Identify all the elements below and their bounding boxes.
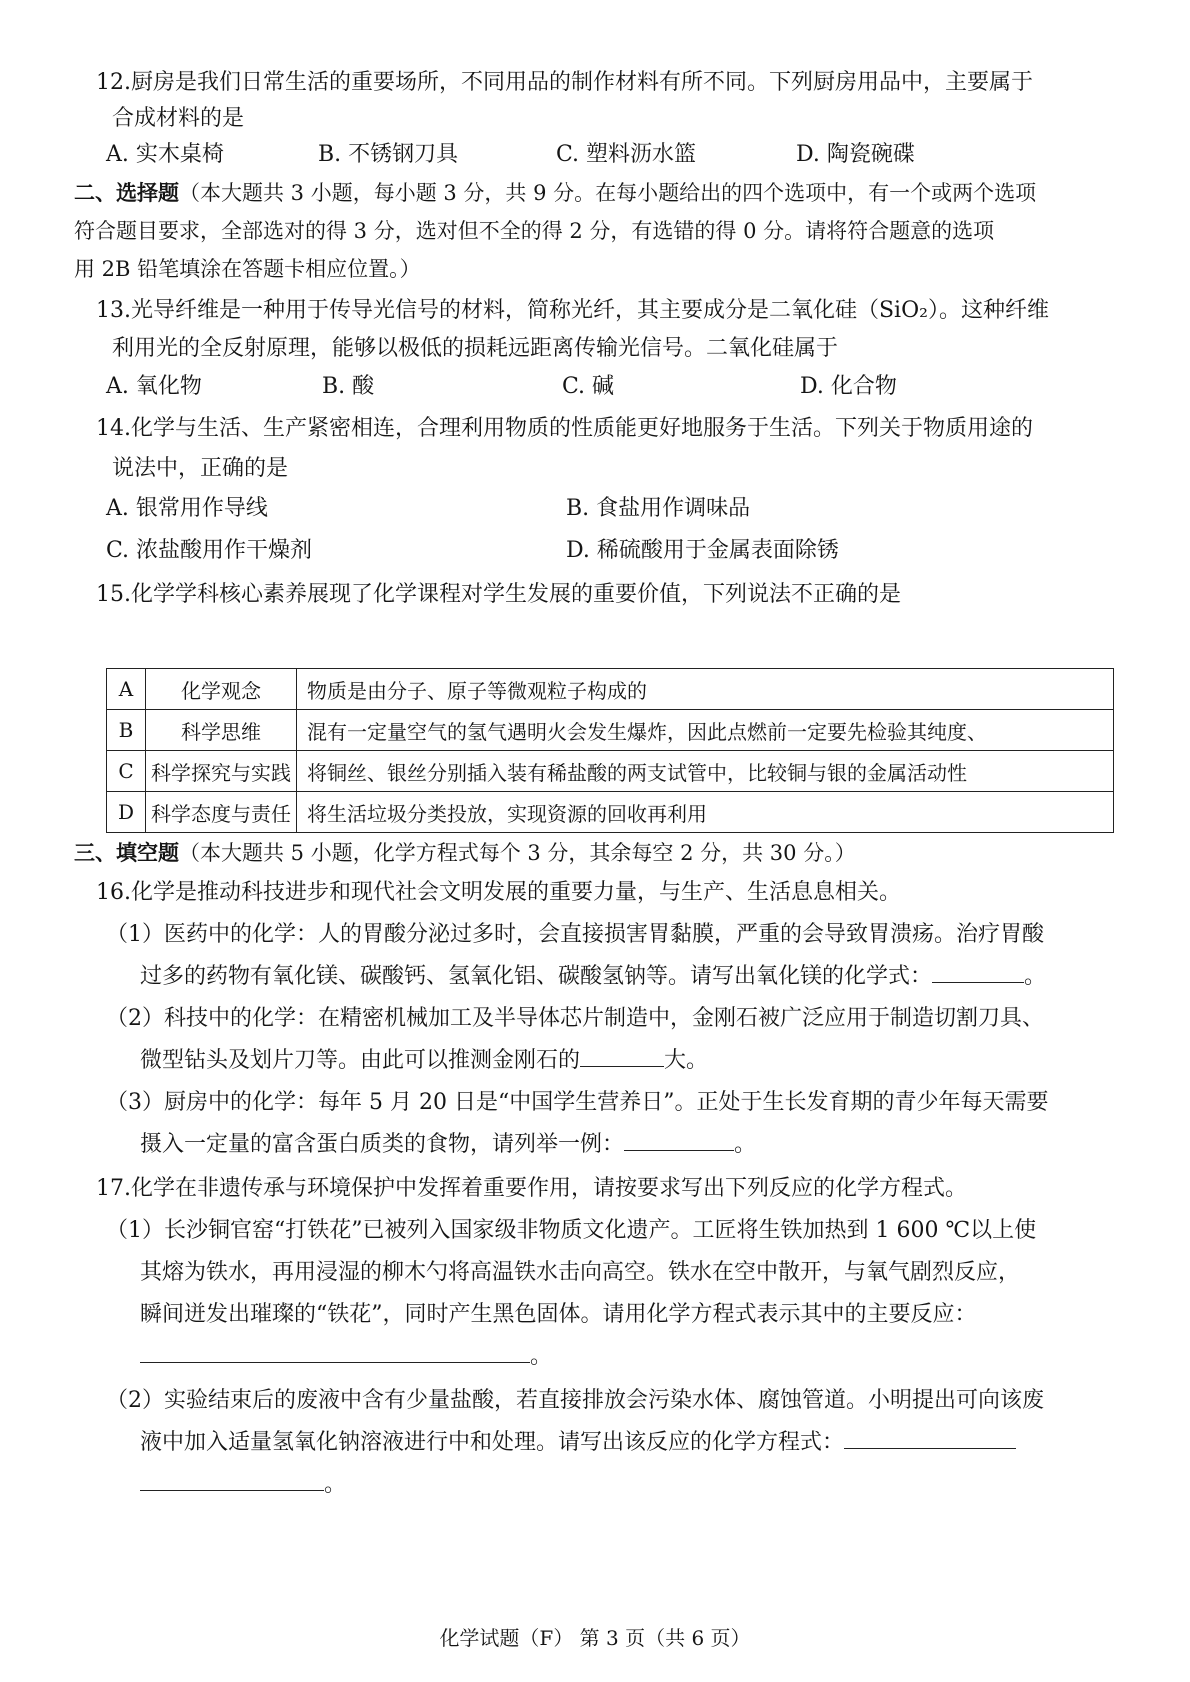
q16-part2-answer-blank[interactable]	[580, 1046, 664, 1067]
q15-stem: 15.化学学科核心素养展现了化学课程对学生发展的重要价值，下列说法不正确的是	[96, 582, 901, 607]
q17-part1-answer-line	[140, 1342, 552, 1372]
table-row	[107, 710, 1114, 751]
q16-part3-line2	[140, 1130, 756, 1160]
q16-part3-prompt: 摄入一定量的富含蛋白质类的食物，请列举一例：	[140, 1132, 625, 1157]
q15-row-b-text: 混有一定量空气的氢气遇明火会发生爆炸，因此点燃前一定要先检验其纯度、	[297, 710, 1114, 751]
q16-part1-line2	[140, 962, 1046, 992]
q17-part2-line2	[140, 1428, 1016, 1458]
q17-part2-answer-blank-1[interactable]	[844, 1428, 1016, 1449]
q17-part1-end: 。	[530, 1344, 553, 1369]
q15-row-a-topic: 化学观念	[146, 669, 297, 710]
table-row	[107, 669, 1114, 710]
q15-row-c-key: C	[107, 751, 146, 792]
q16-part2-line1: （2）科技中的化学：在精密机械加工及半导体芯片制造中，金刚石被广泛应用于制造切割刀具、	[106, 1006, 1045, 1031]
q16-part3-answer-blank[interactable]	[624, 1130, 734, 1151]
section2-instructions-3: 用 2B 铅笔填涂在答题卡相应位置。）	[74, 257, 421, 281]
q15-table	[106, 668, 1114, 833]
page-footer: 化学试题（F） 第 3 页（共 6 页）	[439, 1626, 751, 1650]
q16-part1-end: 。	[1024, 964, 1047, 989]
q12-stem-line2: 合成材料的是	[112, 106, 245, 131]
q15-row-d-key: D	[107, 792, 146, 833]
q16-part1-answer-blank[interactable]	[932, 962, 1024, 983]
q16-part3-line1: （3）厨房中的化学：每年 5 月 20 日是“中国学生营养日”。正处于生长发育期的青少年每天需要	[106, 1090, 1049, 1115]
q12-stem-line1: 12.厨房是我们日常生活的重要场所，不同用品的制作材料有所不同。下列厨房用品中，主要属于	[96, 70, 1033, 95]
q15-row-d-text: 将生活垃圾分类投放，实现资源的回收再利用	[297, 792, 1114, 833]
q17-part1-line1: （1）长沙铜官窑“打铁花”已被列入国家级非物质文化遗产。工匠将生铁加热到 1 600 ℃以上使	[106, 1218, 1037, 1243]
q17-part1-answer-blank[interactable]	[140, 1342, 530, 1363]
q12-option-b: B. 不锈钢刀具	[318, 142, 459, 167]
q16-part1-line1: （1）医药中的化学：人的胃酸分泌过多时，会直接损害胃黏膜，严重的会导致胃溃疡。治疗胃酸	[106, 922, 1045, 947]
q15-row-c-topic: 科学探究与实践	[146, 751, 297, 792]
q17-stem: 17.化学在非遗传承与环境保护中发挥着重要作用，请按要求写出下列反应的化学方程式。	[96, 1176, 967, 1201]
q16-part2-prompt: 微型钻头及划片刀等。由此可以推测金刚石的	[140, 1048, 581, 1073]
q15-row-a-key: A	[107, 669, 146, 710]
q15-row-b-key: B	[107, 710, 146, 751]
q16-part1-prompt: 过多的药物有氧化镁、碳酸钙、氢氧化铝、碳酸氢钠等。请写出氧化镁的化学式：	[140, 964, 933, 989]
q17-part2-prompt: 液中加入适量氢氧化钠溶液进行中和处理。请写出该反应的化学方程式：	[140, 1430, 845, 1455]
q13-option-d: D. 化合物	[800, 374, 897, 399]
section2-instructions-1: （本大题共 3 小题，每小题 3 分，共 9 分。在每小题给出的四个选项中，有一个或两个选项	[179, 181, 1037, 205]
q12-option-a: A. 实木桌椅	[106, 142, 224, 167]
q15-row-b-topic: 科学思维	[146, 710, 297, 751]
q15-row-a-text: 物质是由分子、原子等微观粒子构成的	[297, 669, 1114, 710]
q16-part3-end: 。	[734, 1132, 757, 1157]
q14-option-b: B. 食盐用作调味品	[566, 496, 751, 521]
table-row	[107, 792, 1114, 833]
section3-instructions: （本大题共 5 小题，化学方程式每个 3 分，其余每空 2 分，共 30 分。）	[179, 841, 856, 865]
q17-part1-line2: 其熔为铁水，再用浸湿的柳木勺将高温铁水击向高空。铁水在空中散开，与氧气剧烈反应，	[140, 1260, 1021, 1285]
q16-part2-line2	[140, 1046, 708, 1076]
q17-part2-end: 。	[324, 1472, 347, 1497]
section3-heading: 三、填空题	[74, 840, 179, 865]
q16-part2-end: 大。	[664, 1048, 709, 1073]
q13-stem-line2: 利用光的全反射原理，能够以极低的损耗远距离传输光信号。二氧化硅属于	[112, 336, 839, 361]
q14-option-d: D. 稀硫酸用于金属表面除锈	[566, 538, 839, 563]
q17-part2-line1: （2）实验结束后的废液中含有少量盐酸，若直接排放会污染水体、腐蚀管道。小明提出可向该废	[106, 1388, 1045, 1413]
q12-option-d: D. 陶瓷碗碟	[796, 142, 915, 167]
q13-stem-line1: 13.光导纤维是一种用于传导光信号的材料，简称光纤，其主要成分是二氧化硅（SiO₂）。这种纤维	[96, 298, 1049, 323]
q14-option-c: C. 浓盐酸用作干燥剂	[106, 538, 313, 563]
table-row	[107, 751, 1114, 792]
section2-heading-line1	[74, 178, 1036, 208]
section2-heading: 二、选择题	[74, 180, 179, 205]
q14-option-a: A. 银常用作导线	[106, 496, 268, 521]
q14-stem-line2: 说法中，正确的是	[112, 456, 289, 481]
q15-row-c-text: 将铜丝、银丝分别插入装有稀盐酸的两支试管中，比较铜与银的金属活动性	[297, 751, 1114, 792]
q16-stem: 16.化学是推动科技进步和现代社会文明发展的重要力量，与生产、生活息息相关。	[96, 880, 901, 905]
q17-part1-line3: 瞬间迸发出璀璨的“铁花”，同时产生黑色固体。请用化学方程式表示其中的主要反应：	[140, 1302, 977, 1327]
q15-row-d-topic: 科学态度与责任	[146, 792, 297, 833]
q17-part2-answer-line	[140, 1470, 346, 1500]
q13-option-a: A. 氧化物	[106, 374, 202, 399]
q12-option-c: C. 塑料沥水篮	[556, 142, 697, 167]
section2-instructions-2: 符合题目要求，全部选对的得 3 分，选对但不全的得 2 分，有选错的得 0 分。请将符合题意的选项	[74, 219, 995, 243]
q17-part2-answer-blank-2[interactable]	[140, 1470, 324, 1491]
q13-option-b: B. 酸	[322, 374, 375, 399]
section3-heading-line	[74, 838, 856, 868]
q13-option-c: C. 碱	[562, 374, 615, 399]
q14-stem-line1: 14.化学与生活、生产紧密相连，合理利用物质的性质能更好地服务于生活。下列关于物质用途的	[96, 416, 1033, 441]
